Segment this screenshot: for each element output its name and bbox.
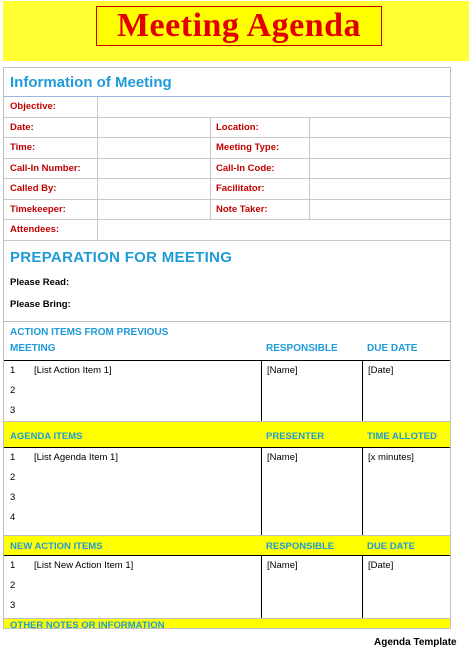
title-band xyxy=(3,1,469,61)
facilitator-field[interactable] xyxy=(310,179,450,199)
timekeeper-field[interactable] xyxy=(98,200,210,220)
new-action-num-1: 1 xyxy=(10,560,16,571)
previous-action-num-3: 3 xyxy=(10,405,16,416)
new-actions-responsible-header: RESPONSIBLE xyxy=(266,541,335,552)
location-label: Location: xyxy=(216,121,259,133)
meeting-type-label: Meeting Type: xyxy=(216,142,280,153)
new-action-due-1[interactable]: [Date] xyxy=(368,560,394,571)
agenda-items-title: AGENDA ITEMS xyxy=(10,431,83,442)
previous-actions-responsible-header: RESPONSIBLE xyxy=(266,343,338,354)
call-in-code-label: Call-In Code: xyxy=(216,162,275,174)
note-taker-label: Note Taker: xyxy=(216,203,268,215)
previous-action-responsible-1[interactable]: [Name] xyxy=(267,365,298,376)
new-actions-header xyxy=(4,535,450,556)
preparation-heading: PREPARATION FOR MEETING xyxy=(10,249,233,266)
facilitator-label: Facilitator: xyxy=(216,183,265,194)
attendees-field[interactable] xyxy=(98,220,450,240)
new-action-responsible-1[interactable]: [Name] xyxy=(267,560,298,571)
agenda-num-4: 4 xyxy=(10,512,16,523)
new-actions-title: NEW ACTION ITEMS xyxy=(10,541,103,552)
new-action-num-3: 3 xyxy=(10,600,16,611)
date-field[interactable] xyxy=(98,118,210,138)
call-in-code-field[interactable] xyxy=(310,159,450,179)
objective-row xyxy=(4,97,450,118)
previous-actions-title-line2: MEETING xyxy=(10,343,56,354)
called-by-row xyxy=(4,179,450,200)
agenda-items-header xyxy=(4,421,450,448)
location-field[interactable] xyxy=(310,118,450,138)
previous-action-num-2: 2 xyxy=(10,385,16,396)
agenda-num-1: 1 xyxy=(10,452,16,463)
page-title: Meeting Agenda xyxy=(96,6,382,46)
called-by-field[interactable] xyxy=(98,179,210,199)
time-label: Time: xyxy=(10,142,36,153)
other-notes-title: OTHER NOTES OR INFORMATION xyxy=(10,620,165,629)
attendees-row xyxy=(4,220,450,241)
footer-label: Agenda Template xyxy=(374,637,457,648)
new-actions-due-date-header: DUE DATE xyxy=(367,541,415,552)
previous-actions-title-line1: ACTION ITEMS FROM PREVIOUS xyxy=(10,327,169,338)
agenda-time-1[interactable]: [x minutes] xyxy=(368,452,414,463)
please-bring-label: Please Bring: xyxy=(10,299,71,310)
new-actions-table xyxy=(4,556,450,618)
date-row xyxy=(4,118,450,139)
agenda-presenter-1[interactable]: [Name] xyxy=(267,452,298,463)
please-read-label: Please Read: xyxy=(10,277,70,288)
agenda-time-header: TIME ALLOTED xyxy=(367,431,437,442)
timekeeper-label: Timekeeper: xyxy=(10,203,66,215)
time-field[interactable] xyxy=(98,138,210,158)
timekeeper-row xyxy=(4,200,450,221)
agenda-presenter-header: PRESENTER xyxy=(266,431,325,442)
new-action-num-2: 2 xyxy=(10,580,16,591)
previous-actions-header xyxy=(4,321,450,361)
agenda-item-1[interactable]: [List Agenda Item 1] xyxy=(34,452,118,463)
previous-actions-table xyxy=(4,361,450,421)
agenda-document xyxy=(3,67,451,629)
other-notes-header xyxy=(4,618,450,629)
call-in-number-field[interactable] xyxy=(98,159,210,179)
called-by-label: Called By: xyxy=(10,183,57,194)
date-label: Date: xyxy=(10,121,34,133)
new-action-item-1[interactable]: [List New Action Item 1] xyxy=(34,560,134,571)
previous-actions-due-date-header: DUE DATE xyxy=(367,343,418,354)
attendees-label: Attendees: xyxy=(10,224,60,235)
agenda-items-table xyxy=(4,448,450,535)
agenda-num-2: 2 xyxy=(10,472,16,483)
call-in-number-label: Call-In Number: xyxy=(10,162,81,174)
info-heading: Information of Meeting xyxy=(4,68,450,97)
previous-action-num-1: 1 xyxy=(10,365,16,376)
note-taker-field[interactable] xyxy=(310,200,450,220)
previous-action-item-1[interactable]: [List Action Item 1] xyxy=(34,365,112,376)
call-in-row xyxy=(4,159,450,180)
meeting-type-field[interactable] xyxy=(310,138,450,158)
agenda-num-3: 3 xyxy=(10,492,16,503)
objective-field[interactable] xyxy=(98,97,450,117)
previous-action-due-1[interactable]: [Date] xyxy=(368,365,394,376)
objective-label: Objective: xyxy=(10,101,56,112)
time-row xyxy=(4,138,450,159)
